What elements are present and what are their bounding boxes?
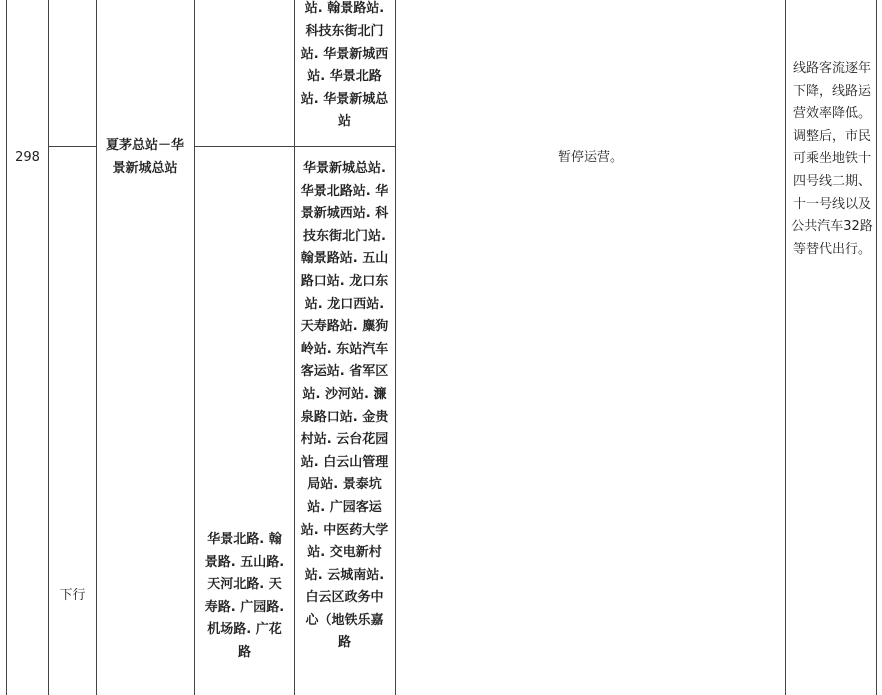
table-border-right xyxy=(876,0,877,695)
downbound-roads: 华景北路. 翰景路. 五山路. 天河北路. 天寿路. 广园路. 机场路. 广花路 xyxy=(204,532,285,660)
table-divider xyxy=(96,0,97,695)
row-divider xyxy=(48,146,96,147)
table-divider xyxy=(785,0,786,695)
table-divider xyxy=(294,0,295,695)
downbound-stops: 华景新城总站. 华景北路站. 华景新城西站. 科技东街北门站. 翰景路站. 五山路口站. 龙口东站. 龙口西站. 天寿路站. 麋狗岭站. 东站汽车客运站. 省军区站. 沙河站. 濂泉路口站. 金贵村站. 云台花园站. 白云山管理局站. 景泰坑站. 广园客运站. 中医药大学站. 交电新村站. 云城南站. 白云区政务中心（地铁乐嘉路 xyxy=(300,161,389,651)
table-border-left xyxy=(6,0,7,695)
route-status: 暂停运营。 xyxy=(557,150,623,165)
row-divider xyxy=(194,146,395,147)
table-divider xyxy=(395,0,396,695)
route-number: 298 xyxy=(15,150,40,165)
route-name: 夏茅总站－华景新城总站 xyxy=(105,138,184,176)
upbound-stops: 站. 翰景路站. 科技东街北门站. 华景新城西站. 华景北路站. 华景新城总站 xyxy=(300,1,389,130)
direction-label: 下行 xyxy=(59,588,86,603)
table-divider xyxy=(194,0,195,695)
adjustment-reason: 线路客流逐年下降，线路运营效率降低。调整后，市民可乘坐地铁十四号线二期、十一号线以及公共汽车32路等替代出行。 xyxy=(791,61,873,257)
